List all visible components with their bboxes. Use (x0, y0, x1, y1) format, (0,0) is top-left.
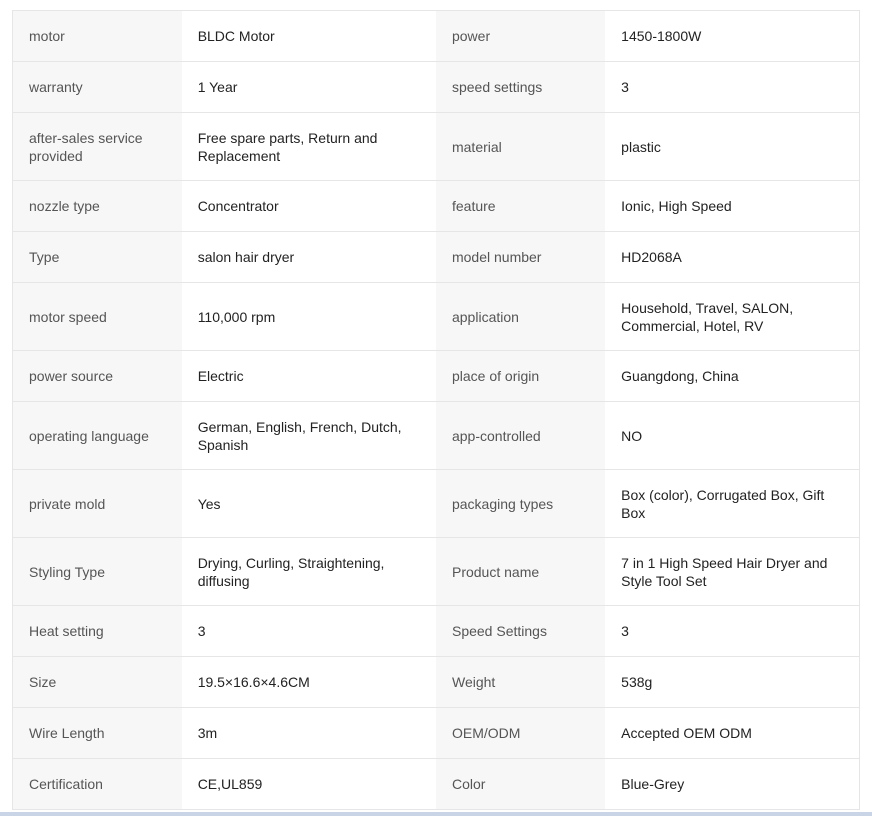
spec-value: 3 (605, 606, 859, 657)
spec-value: Drying, Curling, Straightening, diffusing (182, 538, 436, 606)
spec-value: Free spare parts, Return and Replacement (182, 113, 436, 181)
spec-row (13, 538, 860, 606)
spec-value: Accepted OEM ODM (605, 708, 859, 759)
spec-value: 1450-1800W (605, 11, 859, 62)
spec-value: BLDC Motor (182, 11, 436, 62)
spec-key: Styling Type (13, 538, 182, 606)
spec-row (13, 181, 860, 232)
spec-row (13, 62, 860, 113)
spec-key: Wire Length (13, 708, 182, 759)
spec-value: 1 Year (182, 62, 436, 113)
spec-value: 3m (182, 708, 436, 759)
spec-key: OEM/ODM (436, 708, 605, 759)
product-specs-table (12, 10, 860, 810)
spec-value: 19.5×16.6×4.6CM (182, 657, 436, 708)
spec-key: Heat setting (13, 606, 182, 657)
spec-key: private mold (13, 470, 182, 538)
spec-key: Size (13, 657, 182, 708)
spec-row (13, 283, 860, 351)
spec-key: feature (436, 181, 605, 232)
spec-key: application (436, 283, 605, 351)
spec-key: place of origin (436, 351, 605, 402)
spec-value: NO (605, 402, 859, 470)
spec-value: 538g (605, 657, 859, 708)
spec-row (13, 402, 860, 470)
spec-key: speed settings (436, 62, 605, 113)
spec-key: model number (436, 232, 605, 283)
spec-key: warranty (13, 62, 182, 113)
spec-value: 7 in 1 High Speed Hair Dryer and Style Tool Set (605, 538, 859, 606)
spec-value: Blue-Grey (605, 759, 859, 810)
spec-key: Color (436, 759, 605, 810)
spec-row (13, 470, 860, 538)
spec-key: power source (13, 351, 182, 402)
spec-key: operating language (13, 402, 182, 470)
spec-row (13, 351, 860, 402)
spec-value: salon hair dryer (182, 232, 436, 283)
spec-row (13, 708, 860, 759)
spec-key: motor speed (13, 283, 182, 351)
spec-key: app-controlled (436, 402, 605, 470)
spec-value: Box (color), Corrugated Box, Gift Box (605, 470, 859, 538)
spec-value: Ionic, High Speed (605, 181, 859, 232)
spec-value: Concentrator (182, 181, 436, 232)
spec-row (13, 11, 860, 62)
bottom-edge-divider (0, 812, 872, 816)
spec-key: nozzle type (13, 181, 182, 232)
spec-key: after-sales service provided (13, 113, 182, 181)
spec-key: Weight (436, 657, 605, 708)
spec-value: 110,000 rpm (182, 283, 436, 351)
spec-value: 3 (182, 606, 436, 657)
spec-value: Yes (182, 470, 436, 538)
spec-key: Speed Settings (436, 606, 605, 657)
spec-key: Product name (436, 538, 605, 606)
spec-key: Certification (13, 759, 182, 810)
spec-key: motor (13, 11, 182, 62)
spec-row (13, 759, 860, 810)
spec-value: plastic (605, 113, 859, 181)
spec-value: Household, Travel, SALON, Commercial, Hotel, RV (605, 283, 859, 351)
spec-value: Guangdong, China (605, 351, 859, 402)
spec-key: power (436, 11, 605, 62)
spec-value: Electric (182, 351, 436, 402)
spec-row (13, 113, 860, 181)
spec-value: CE,UL859 (182, 759, 436, 810)
spec-key: Type (13, 232, 182, 283)
spec-row (13, 606, 860, 657)
spec-row (13, 232, 860, 283)
spec-value: HD2068A (605, 232, 859, 283)
spec-value: 3 (605, 62, 859, 113)
spec-value: German, English, French, Dutch, Spanish (182, 402, 436, 470)
spec-key: material (436, 113, 605, 181)
spec-key: packaging types (436, 470, 605, 538)
spec-row (13, 657, 860, 708)
